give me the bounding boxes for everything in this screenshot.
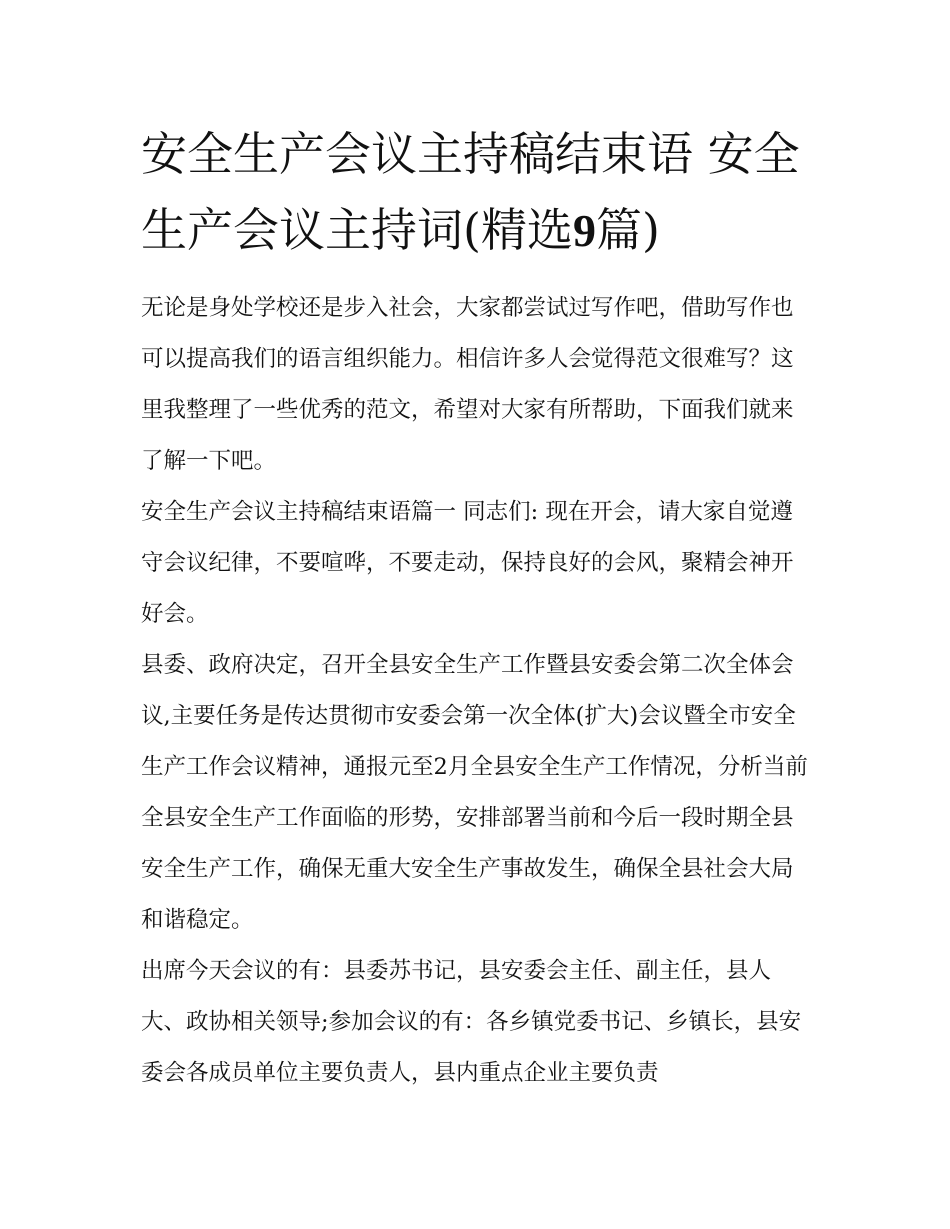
document-body bbox=[141, 283, 813, 1099]
paragraph-attendees: 出席今天会议的有：县委苏书记，县安委会主任、副主任，县人大、政协相关领导;参加会议的有：各乡镇党委书记、乡镇长，县安委会各成员单位主要负责人，县内重点企业主要负责 bbox=[141, 958, 802, 1086]
paragraph-intro: 无论是身处学校还是步入社会，大家都尝试过写作吧，借助写作也可以提高我们的语言组织能力。相信许多人会觉得范文很难写？这里我整理了一些优秀的范文，希望对大家有所帮助，下面我们就来了解一下吧。 bbox=[141, 295, 794, 474]
document-title bbox=[141, 116, 821, 269]
paragraph-opening: 安全生产会议主持稿结束语篇一 同志们: 现在开会，请大家自觉遵守会议纪律，不要喧哗，不要走动，保持良好的会风，聚精会神开好会。 bbox=[141, 499, 794, 627]
title-text-end: 篇) bbox=[595, 203, 660, 257]
title-text: 安全生产会议主持稿结束语 安全生产会议主持词(精选 bbox=[141, 127, 800, 257]
paragraph-meeting-purpose: 县委、政府决定，召开全县安全生产工作暨县安委会第二次全体会议,主要任务是传达贯彻市安委会第一次全体(扩大)会议暨全市安全生产工作会议精神，通报元至2月全县安全生产工作情况，分析当前全县安全生产工作面临的形势，安排部署当前和今后一段时期全县安全生产工作，确保无重大安全生产事故发生，确保全县社会大局和谐稳定。 bbox=[141, 652, 808, 933]
title-number: 9 bbox=[572, 205, 596, 256]
